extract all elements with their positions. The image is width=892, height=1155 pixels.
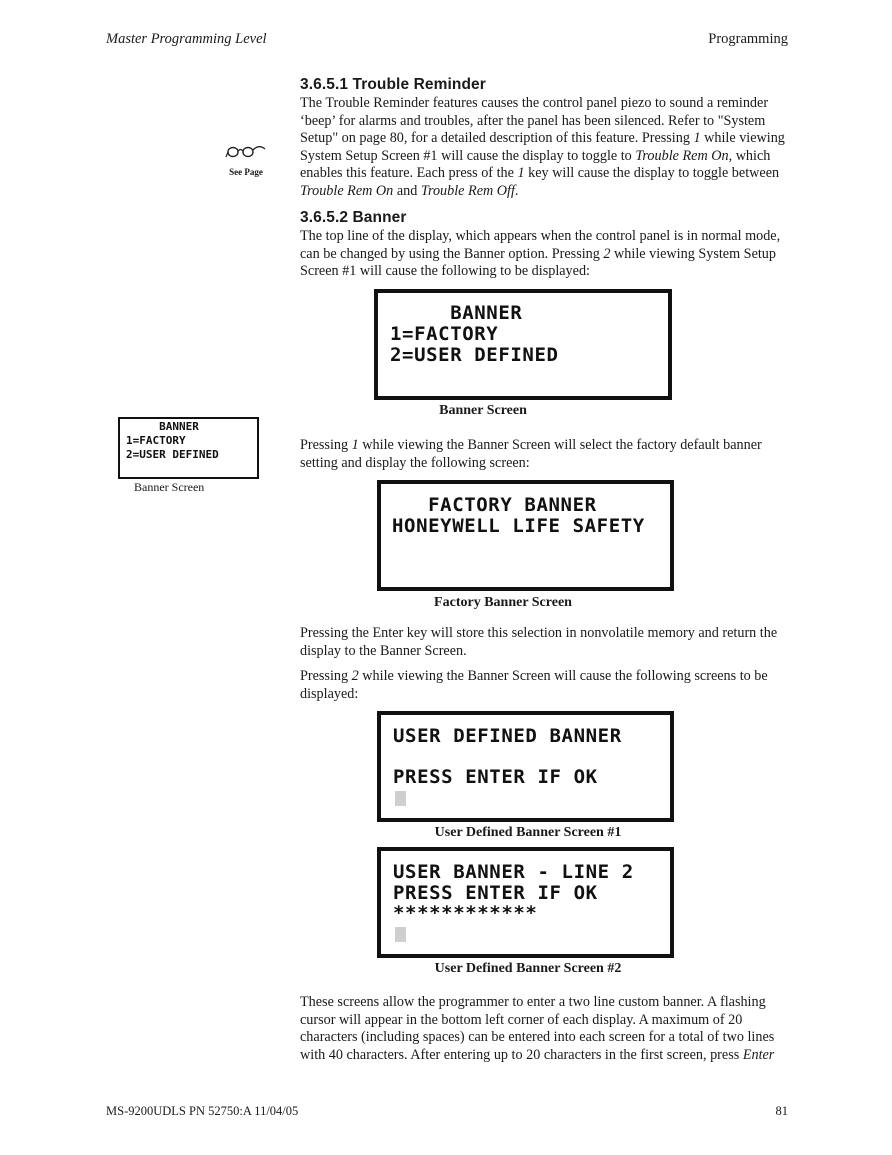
lcd-line: PRESS ENTER IF OK: [393, 882, 598, 904]
running-header-right: Programming: [708, 31, 788, 47]
paragraph-trouble-reminder: The Trouble Reminder features causes the control panel piezo to sound a reminder ‘beep’ for alarms and troubles, after the panel has been silenced. Refer to "System Setup" on page 80, for a detailed description of this feature. Pressing 1 while viewing System Setup Screen #1 will cause the display to toggle to Trouble Rem On, which enables this feature. Each press of the 1 key will cause the display to toggle between Trouble Rem On and Trouble Rem Off.: [300, 95, 785, 199]
side-caption-banner-screen: Banner Screen: [134, 480, 205, 494]
paragraph-custom-banner: These screens allow the programmer to enter a two line custom banner. A flashing cursor will appear in the bottom left corner of each display. A maximum of 20 characters (including spaces) can be entered into each screen for a total of two lines with 40 characters. After entering up to 20 characters in the first screen, press Enter: [300, 994, 775, 1063]
lcd-line: PRESS ENTER IF OK: [393, 766, 598, 788]
lcd-banner-screen: [374, 289, 672, 400]
side-lcd-banner-screen: [118, 417, 259, 479]
flashing-cursor: [395, 927, 406, 942]
paragraph-press-1: Pressing 1 while viewing the Banner Screen will select the factory default banner setting and display the following screen:: [300, 437, 762, 471]
lcd-line: HONEYWELL LIFE SAFETY: [392, 515, 645, 537]
caption-factory-banner-screen: Factory Banner Screen: [434, 595, 572, 610]
lcd-line: ************: [393, 902, 538, 924]
lcd-user-defined-banner-screen-2: [377, 847, 674, 958]
paragraph-enter-key: Pressing the Enter key will store this selection in nonvolatile memory and return the display to the Banner Screen.: [300, 625, 778, 659]
lcd-line: 2=USER DEFINED: [390, 344, 559, 366]
caption-banner-screen: Banner Screen: [439, 403, 527, 418]
footer-document-id: MS-9200UDLS PN 52750:A 11/04/05: [106, 1104, 299, 1118]
see-page-note: [224, 142, 268, 177]
lcd-line: 1=FACTORY: [390, 323, 499, 345]
side-lcd-line: 1=FACTORY: [126, 434, 186, 447]
lcd-line: USER DEFINED BANNER: [393, 725, 622, 747]
paragraph-press-2: Pressing 2 while viewing the Banner Screen will cause the following screens to be displayed:: [300, 668, 768, 702]
running-header-left: Master Programming Level: [106, 31, 267, 47]
footer-page-number: 81: [775, 1104, 788, 1118]
side-lcd-line: BANNER: [126, 420, 199, 433]
lcd-line: FACTORY BANNER: [392, 494, 597, 516]
caption-user-defined-banner-screen-1: User Defined Banner Screen #1: [434, 825, 622, 840]
see-page-label: See Page: [229, 167, 263, 177]
caption-user-defined-banner-screen-2: User Defined Banner Screen #2: [434, 961, 622, 976]
flashing-cursor: [395, 791, 406, 806]
glasses-icon: [225, 142, 267, 164]
heading-trouble-reminder: 3.6.5.1 Trouble Reminder: [300, 76, 486, 93]
lcd-user-defined-banner-screen-1: [377, 711, 674, 822]
lcd-line: USER BANNER - LINE 2: [393, 861, 634, 883]
side-lcd-line: 2=USER DEFINED: [126, 448, 219, 461]
lcd-factory-banner-screen: [377, 480, 674, 591]
lcd-line: BANNER: [390, 302, 523, 324]
paragraph-banner-intro: The top line of the display, which appears when the control panel is in normal mode, can be changed by using the Banner option. Pressing 2 while viewing System Setup Screen #1 will cause the following to be displayed:: [300, 228, 781, 280]
heading-banner: 3.6.5.2 Banner: [300, 209, 407, 226]
